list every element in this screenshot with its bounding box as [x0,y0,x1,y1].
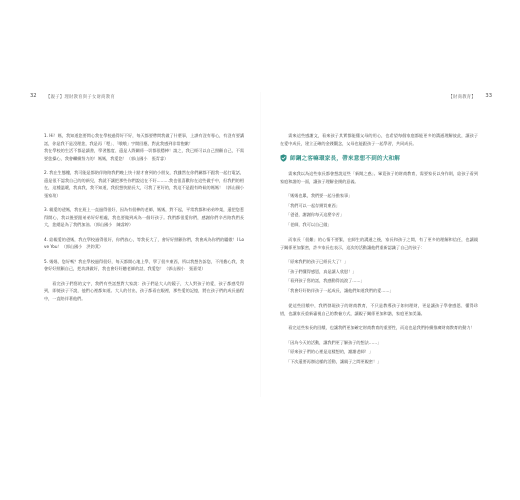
page-number: 32 [30,93,37,99]
section-title: 師鋼之客嘛環家長，帶來意想不到的大和解 [290,156,401,162]
letter-item-4: 4. 給親愛的爸媽，我在學校過得很好，你們放心，等我長大了，會好好照顧你們，我會成為你們的驕傲！I Love You！（郭山國小 洪鈞萁） [44,236,244,249]
body-paragraph-3: 從這些回饋中，我們發現孩子的財商教育，不只是教導孩子如何理財，更是讓孩子學會感恩、懂得珍惜，也讓家長重新審視自己的教養方式，讓親子關係更加和諧，家庭更加美滿。 [280,303,478,316]
letter-item-5: 5. 媽媽，您好嗎？我在學校過得很好，每天都開心地上學，學了很多東西，所以我想告訴您，不用擔心我，我會好好照顧自己，把功課做好，我也會好好聽老師的話，我愛您！（郭山國小 張嘉榮） [44,258,244,271]
quote-item: 「老師，我可以自己做」 [286,221,332,227]
letter-item-2: 2. 我在生態樓，我可能是都陪伴陪陪我們晚上快十點才會到的小朋友，我雖然在你們屬都不跟我一起打電話，還是很不認我自己的的新兒，我就不讓把那些你們說這在不好...……我也很喜歡你在這些做手中，但我們的相在，這種溫暖，我真我，我不知道，我很想快點長大，可我了更好的，我這不是跟有時候的媽媽！（郭山國小 張家瑄） [44,170,249,198]
page-number: 33 [485,93,492,99]
section-heading [280,154,478,162]
quote-list-3 [280,339,478,366]
quote-item: 「我會好好陪伴孩子一起成長，讓他們知道我們的愛……」 [286,287,394,293]
quote-item: 「看到孩子寫的話，我感動得流淚了……」 [286,278,365,283]
left-text-block [44,132,249,302]
running-head: 【財商教育】 [448,95,476,100]
running-head: 【親子】理財教育與子女財商教育 [46,95,115,100]
intro-paragraph: 需來這些感謝文，看來孩子其實都能懂父母的用心，也希望每個家庭都能更多的溝通理解彼此，讓孩子在愛中成長，建立正確的金錢觀念，父母也能跟孩子一起學習，共同成長。 [280,133,478,146]
letter-item-1: 1. Hi！媽，我知道您要問心我在學校過得好不好，每天都要帶問我做了什麼事，上課有沒有專心，有沒有要講話，你是我不是沒理您，我是再「嗯」、「哦哦」字開回應，對此我感到非常抱歉！ 我在學校的生活不都是讀書，學習態度、還是人際關係一切都很穩棒！請之，我已經可以自己照顧自己，不需要您操心，我會繼續努力的！媽媽，我愛您！（郭山國小 張青睿） [44,133,244,161]
body-paragraph-1: 需來我以為這些家長都會想說這些「新聞之惑」。畢竟孩子的財商教育，需要家長以身作則，給孩子看到家庭和諧的一面，讓孩子理解金錢的意義。 [280,171,478,184]
right-text-block [280,132,478,373]
left-page [28,92,260,397]
quote-item: 「原來我們的孩子已經長大了！」 [286,259,349,264]
closing-paragraph: 看完孩子們寫的文字，我們有些話想對大家說：孩子們是大人的鏡子，大人對孩子的愛，孩子都感受得到，即使孩子不說，他們心裡都知道。大人的付出，孩子都看在眼裡，那些愛的記憶，將在孩子們的成長過程中，一直陪伴著他們。 [44,280,244,301]
quote-list-2 [280,258,478,294]
quote-item: 「原來孩子們的心裡是這樣想的，謝謝老師！」 [286,349,373,354]
quote-list-1 [280,192,478,228]
quote-item: 「孩子們懂得感恩，真是讓人欣慰！」 [286,268,357,274]
shield-check-icon [280,154,287,162]
body-paragraph-4: 看完這些家長的回饋，也讓我們更加確定財商教育的重要性，而這也是我們持續推廣財商教育的動力！ [288,325,475,330]
quote-item: 「下次還要再辦這樣的活動，讓親子之間更親密！」 [286,358,382,364]
quote-item: 「媽媽也累，我們要一起分擔家事」 [286,193,353,198]
quote-item: 「因為今天的活動，讓我們更了解孩子的想法……」 [286,339,382,345]
letter-item-3: 3. 親愛的爸媽，我在班上一直過得很好，因為有很棒的老師，媽媽，對不起，平常我都和弟弟吵架，還把您惹得開心，我以後要跟弟弟好好相處，我也要做到成為一個好孩子。我們都很愛你們，感謝你們辛苦陪我們長大，您總是為了我們加油。（郭山國小 陳睿婷） [44,207,244,227]
right-page [262,92,494,397]
body-paragraph-2: 而家長「很難」的心情不要緊，在師生的溝通之後，家長和孩子之間，有了更多的理解和信任，也讓親子關係更加緊密，許多家長也表示，這次的活動讓他們重新認識了自己的孩子： [280,237,478,250]
quote-item: 「我們可以一起存錢買東西」 [286,202,340,208]
quote-item: 「爸爸，謝謝你每天這麼辛苦」 [286,212,344,217]
